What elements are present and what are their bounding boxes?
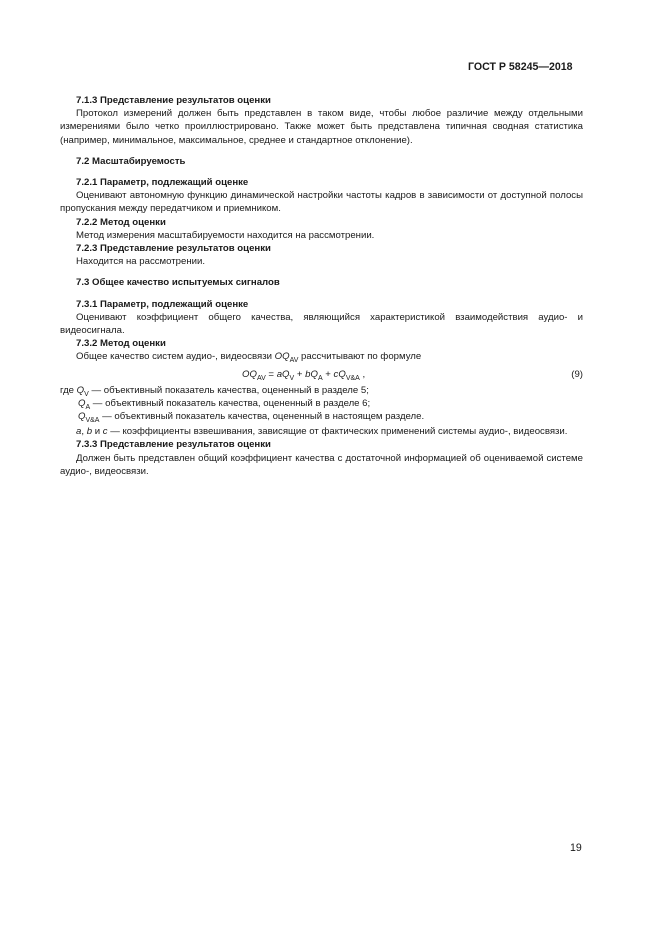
section-7-3-title: 7.3 Общее качество испытуемых сигналов <box>76 277 280 289</box>
section-7-3-1-text: Оценивают коэффициент общего качества, являющийся характеристикой взаимодействия аудио- и видеосигнала. <box>60 311 583 337</box>
section-7-1-3-title: 7.1.3 Представление результатов оценки <box>76 95 271 106</box>
formula-expression: $OQ_{AV} = aQ_V + bQ_A + cQ_{V\&A}$ , <box>242 368 366 382</box>
section-7-2-title: 7.2 Масштабируемость <box>76 155 186 167</box>
document-header: ГОСТ Р 58245—2018 <box>468 61 573 73</box>
section-7-2-2-text: Метод измерения масштабируемости находится на рассмотрении. <box>76 229 375 241</box>
section-7-2-1-text: Оценивают автономную функцию динамической настройки частоты кадров в зависимости от доступной полосы пропускания между передатчиком и приемником. <box>60 190 583 215</box>
section-7-3-3-text: Должен быть представлен общий коэффициент качества с достаточной информацией об оцениваемой системе аудио-, видеосвязи. <box>60 452 583 477</box>
section-7-3-3-title: 7.3.3 Представление результатов оценки <box>76 439 271 451</box>
section-7-2-3-title: 7.2.3 Представление результатов оценки <box>76 243 271 255</box>
section-7-2-3-text: Находится на рассмотрении. <box>76 256 206 268</box>
definition-qva: $Q_{V\&A}$ — объективный показатель качества, оцененный в настоящем разделе. <box>78 411 425 425</box>
definition-qa: $Q_A$ — объективный показатель качества, оцененный в разделе 6; <box>78 397 371 411</box>
section-7-3-2-title: 7.3.2 Метод оценки <box>76 338 166 350</box>
formula-intro: Общее качество систем аудио-, видеосвязи $OQ_{AV}$ рассчитывают по формуле <box>76 351 422 365</box>
document-body <box>60 94 583 478</box>
definition-qv: где $Q_V$ — объективный показатель качества, оцененный в разделе 5; <box>60 384 369 398</box>
section-7-1-3-text: Протокол измерений должен быть представлен в таком виде, чтобы любое различие между отдельными измерениями было четко проиллюстрировано. Также может быть представлена типичная сводная статистика (например, минимальное, максимальное, среднее и стандартное отклонение). <box>60 108 583 146</box>
definition-abc: a, b и c — коэффициенты взвешивания, зависящие от фактических применений системы аудио-, видеосвязи. <box>76 426 568 438</box>
formula-number: (9) <box>571 368 583 380</box>
formula-9 <box>60 366 583 383</box>
section-7-2-1-title: 7.2.1 Параметр, подлежащий оценке <box>76 177 249 189</box>
section-7-3-1-title: 7.3.1 Параметр, подлежащий оценке <box>76 298 249 310</box>
section-7-2-2-title: 7.2.2 Метод оценки <box>76 216 166 228</box>
page-number: 19 <box>570 842 582 854</box>
